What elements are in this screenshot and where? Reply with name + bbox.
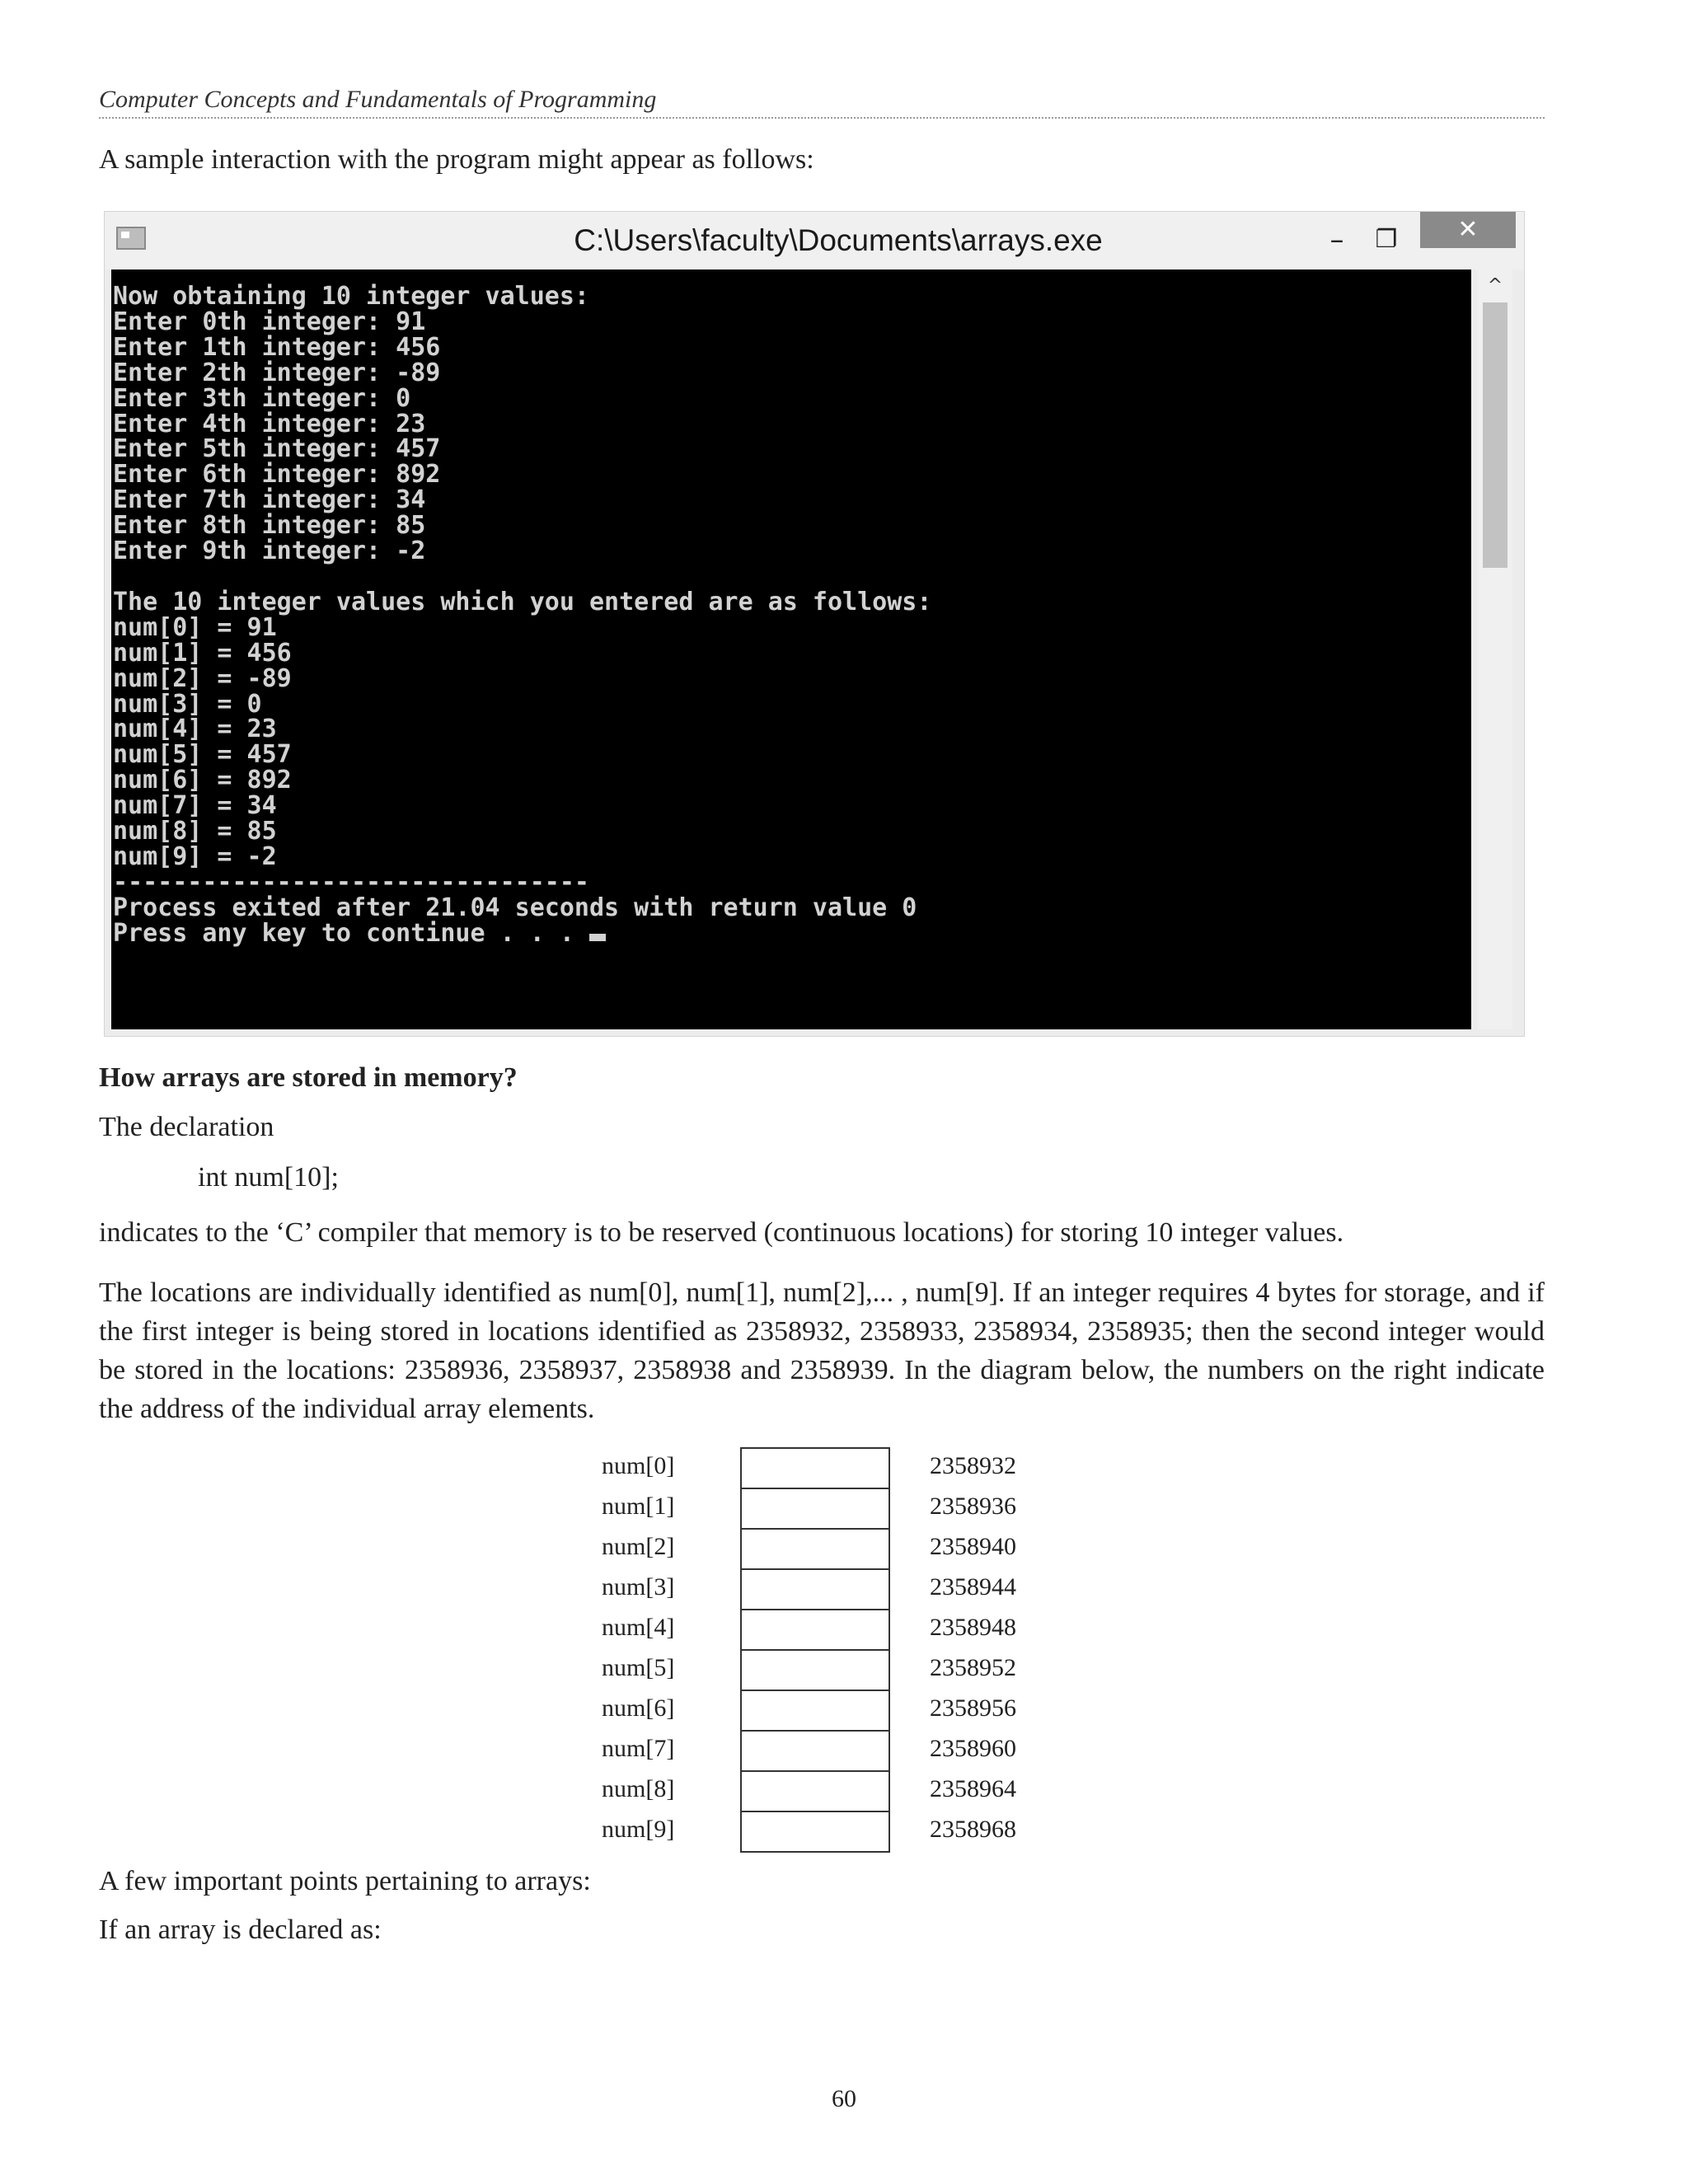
memory-cell <box>740 1488 890 1530</box>
element-address: 2358952 <box>930 1654 1016 1681</box>
title-bar[interactable] <box>105 212 1524 269</box>
console-window <box>104 211 1525 1037</box>
element-address: 2358936 <box>930 1493 1016 1520</box>
restore-button[interactable]: ❐ <box>1375 225 1398 254</box>
console-output <box>111 269 1471 947</box>
memory-cell <box>740 1649 890 1691</box>
element-label: num[3] <box>602 1573 675 1601</box>
element-label: num[5] <box>602 1654 675 1681</box>
section-heading: How arrays are stored in memory? <box>99 1062 518 1093</box>
close-button[interactable]: ✕ <box>1420 212 1516 248</box>
memory-row <box>0 1447 1688 1488</box>
console-area[interactable] <box>111 269 1471 1029</box>
memory-cell <box>740 1690 890 1732</box>
element-label: num[1] <box>602 1493 675 1520</box>
running-head: Computer Concepts and Fundamentals of Programming <box>99 86 1545 119</box>
element-address: 2358956 <box>930 1694 1016 1722</box>
memory-cell <box>740 1770 890 1812</box>
element-address: 2358940 <box>930 1533 1016 1560</box>
memory-row <box>0 1730 1688 1770</box>
element-label: num[4] <box>602 1614 675 1641</box>
memory-cell <box>740 1811 890 1853</box>
memory-row <box>0 1811 1688 1851</box>
memory-row <box>0 1609 1688 1649</box>
memory-row <box>0 1649 1688 1690</box>
text-cursor <box>589 934 606 941</box>
element-address: 2358944 <box>930 1573 1016 1601</box>
console-output-text: Now obtaining 10 integer values: Enter 0th integer: 91 Enter 1th integer: 456 Enter 2th integer: -89 Enter 3th integer: 0 Enter 4th integer: 23 Enter 5th integer: 457 Enter 6th integer: 892 Enter 7th integer: 34 Enter 8th integer: 85 Enter 9th integer: -2 The 10 integer values which you entered are as follows: num[0] = 91 num[1] = 456 num[2] = -89 num[3] = 0 num[4] = 23 num[5] = 457 num[6] = 892 num[7] = 34 num[8] = 85 num[9] = -2 -------------------------------- Process exited after 21.04 seconds with return value 0 Press any key to continue . . . <box>113 282 932 948</box>
memory-row <box>0 1488 1688 1528</box>
minimize-button[interactable]: – <box>1329 223 1344 256</box>
element-label: num[2] <box>602 1533 675 1560</box>
element-address: 2358968 <box>930 1816 1016 1843</box>
element-address: 2358948 <box>930 1614 1016 1641</box>
paragraph-reserved-memory: indicates to the ‘C’ compiler that memory is to be reserved (continuous locations) for storing 10 integer values. <box>99 1217 1344 1248</box>
memory-row <box>0 1568 1688 1609</box>
element-address: 2358964 <box>930 1775 1016 1802</box>
points-intro: A few important points pertaining to arrays: <box>99 1866 591 1896</box>
memory-cell <box>740 1447 890 1489</box>
element-address: 2358932 <box>930 1452 1016 1479</box>
paragraph-locations: The locations are individually identified as num[0], num[1], num[2],... , num[9]. If an integer requires 4 bytes for storage, and if the first integer is being stored in locations identified as 2358932, 2358933, 2358934, 2358935; then the second integer would be stored in the locations: 2358936, 2358937, 2358938 and 2358939. In the diagram below, the numbers on the right indicate the address of the individual array elements. <box>99 1277 1545 1424</box>
element-label: num[8] <box>602 1775 675 1802</box>
memory-cell <box>740 1609 890 1651</box>
scroll-up-arrow-icon[interactable]: ^ <box>1487 275 1503 296</box>
memory-cell <box>740 1730 890 1772</box>
memory-row <box>0 1690 1688 1730</box>
memory-row <box>0 1528 1688 1568</box>
intro-paragraph: A sample interaction with the program might appear as follows: <box>99 144 814 175</box>
element-label: num[0] <box>602 1452 675 1479</box>
element-address: 2358960 <box>930 1735 1016 1762</box>
declared-as-text: If an array is declared as: <box>99 1915 382 1945</box>
console-app-icon[interactable] <box>116 227 146 250</box>
page-number: 60 <box>832 2085 856 2112</box>
element-label: num[7] <box>602 1735 675 1762</box>
vertical-scrollbar[interactable] <box>1478 269 1512 1029</box>
element-label: num[9] <box>602 1816 675 1843</box>
memory-cell <box>740 1568 890 1610</box>
memory-cell <box>740 1528 890 1570</box>
memory-row <box>0 1770 1688 1811</box>
declaration-code: int num[10]; <box>198 1162 339 1193</box>
scroll-thumb[interactable] <box>1483 302 1507 568</box>
declaration-intro: The declaration <box>99 1112 274 1142</box>
element-label: num[6] <box>602 1694 675 1722</box>
window-title: C:\Users\faculty\Documents\arrays.exe <box>574 223 1103 257</box>
